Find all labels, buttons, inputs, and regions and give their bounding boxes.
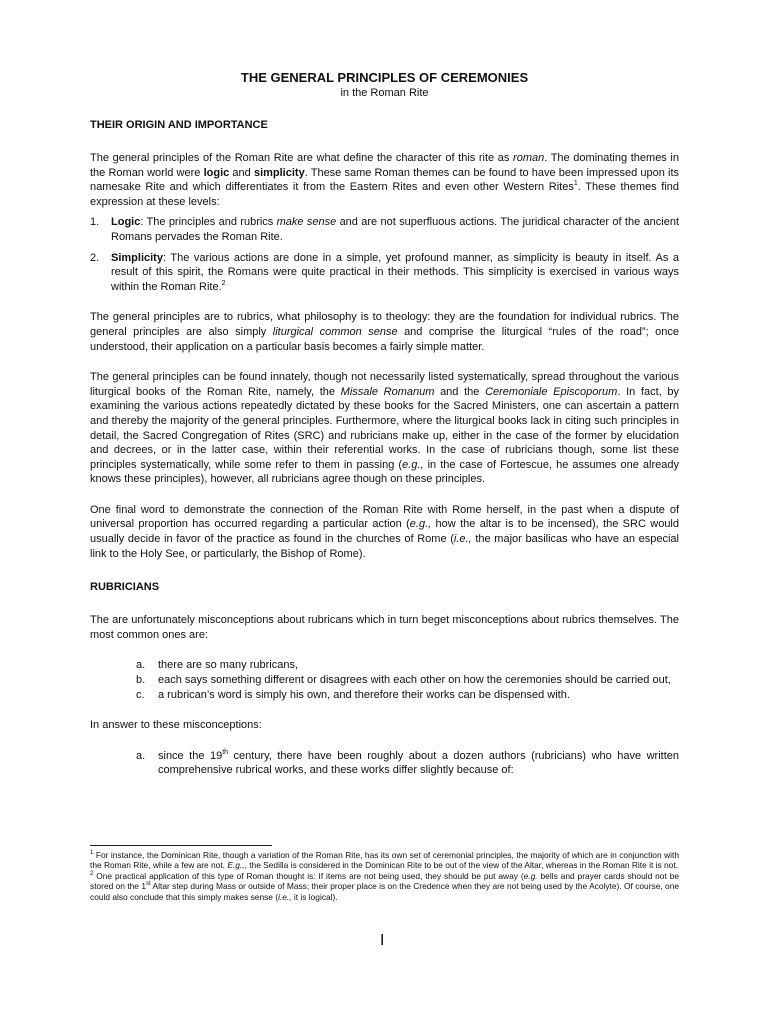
paragraph-answer-intro: In answer to these misconceptions:	[90, 719, 262, 732]
list-item: a. there are so many rubricans,	[136, 659, 299, 672]
paragraph-rome-connection: One final word to demonstrate the connection of the Roman Rite with Rome herself, in the past when a dispute of universal proportion has occurred regarding a particular action (e.g., how the altar is to be incensed), the SRC would usually decide in favor of the practice as found in the churches of Rome (i.e., the major basilicas who have an especial link to the Holy See, or particularly, the Bishop of Rome).	[90, 503, 679, 560]
document-title: THE GENERAL PRINCIPLES OF CEREMONIES	[240, 70, 529, 85]
document-subtitle: in the Roman Rite	[340, 87, 429, 99]
footnote-divider	[90, 845, 272, 846]
paragraph-intro: The general principles of the Roman Rite are what define the character of this rite as roman. The dominating themes in the Roman world were logic and simplicity. These same Roman themes can be found to have been impressed upon its namesake Rite and which differentiates it from the Eastern Rites and even other Western Rites$^1$. These themes find expression at these levels:	[90, 152, 680, 208]
footnote-ref-2[interactable]: 2	[221, 279, 226, 287]
page-number: I	[380, 932, 385, 949]
list-item: a. since the 19th century, there have been roughly about a dozen authors (rubricians) who have written comprehensive rubrical works, and these works differ slightly because of:	[136, 748, 679, 777]
footnote-ref-1[interactable]: 1	[573, 180, 578, 188]
footnotes	[90, 845, 679, 902]
misconceptions-list	[136, 658, 679, 702]
list-item: 1. Logic: The principles and rubrics make sense and are not superfluous actions. The juridical character of the ancient Romans pervades the Roman Rite.	[90, 216, 680, 243]
list-item: c. a rubrican’s word is simply his own, and therefore their works can be dispensed with.	[136, 688, 570, 701]
levels-list	[90, 215, 679, 294]
section-heading-rubricians: RUBRICIANS	[90, 581, 160, 594]
footnote-2: $^2$ One practical application of this type of Roman thought is: If items are not being used, they should be put away (e.g. bells and prayer cards should not be stored on the 1st Altar step during Mass or outside of Mass; their proper place is on the Credence when they are not being used by the Acolyte). Of course, one could also conclude that this simply makes sense (i.e., it is logical).	[90, 870, 680, 902]
footnote-1: $^1$ For instance, the Dominican Rite, though a variation of the Roman Rite, has its own set of ceremonial principles, the majority of which are in conjunction with the Roman Rite, while a few are not. E.g.,, the Sedilla is considered in the Dominican Rite to be out of the view of the Altar, whereas in the Roman Rite it is not.	[90, 850, 679, 871]
paragraph-philosophy: The general principles are to rubrics, what philosophy is to theology: they are the foundation for individual rubrics. The general principles are also simply liturgical common sense and comprise the liturgical “rules of the road”; once understood, their application on a particular basis becomes a fairly simple matter.	[90, 311, 679, 353]
document-body	[90, 70, 679, 778]
paragraph-misconceptions: The are unfortunately misconceptions about rubricans which in turn beget misconceptions about rubrics themselves. The most common ones are:	[90, 614, 679, 641]
answers-list	[136, 749, 679, 778]
list-item: b. each says something different or disagrees with each other on how the ceremonies should be carried out,	[136, 674, 671, 687]
paragraph-liturgical-books: The general principles can be found innately, though not necessarily listed systematically, spread throughout the various liturgical books of the Roman Rite, namely, the Missale Romanum and the Ceremoniale Episcoporum. In fact, by examining the various actions repeatedly dictated by these books for the Sacred Ministers, one can ascertain a pattern and thereby the majority of the general principles. Furthermore, where the liturgical books lack in citing such principles in detail, the Sacred Congregation of Rites (SRC) and rubricians make up, either in the case of the former by elucidation and decrees, or in the latter case, within their referential works. In the case of rubricians though, some list these principles systematically, while some refer to them in passing (e.g., in the case of Fortescue, he assumes one already knows these principles), however, all rubricians agree though on these principles.	[90, 371, 679, 486]
section-heading-origin: THEIR ORIGIN AND IMPORTANCE	[90, 119, 268, 131]
list-item: 2. Simplicity: The various actions are done in a simple, yet profound manner, as simplicity is beauty in itself. As a result of this spirit, the Romans were quite practical in their methods. This simplicity is exercised in various ways within the Roman Rite.$^2$	[90, 251, 679, 293]
